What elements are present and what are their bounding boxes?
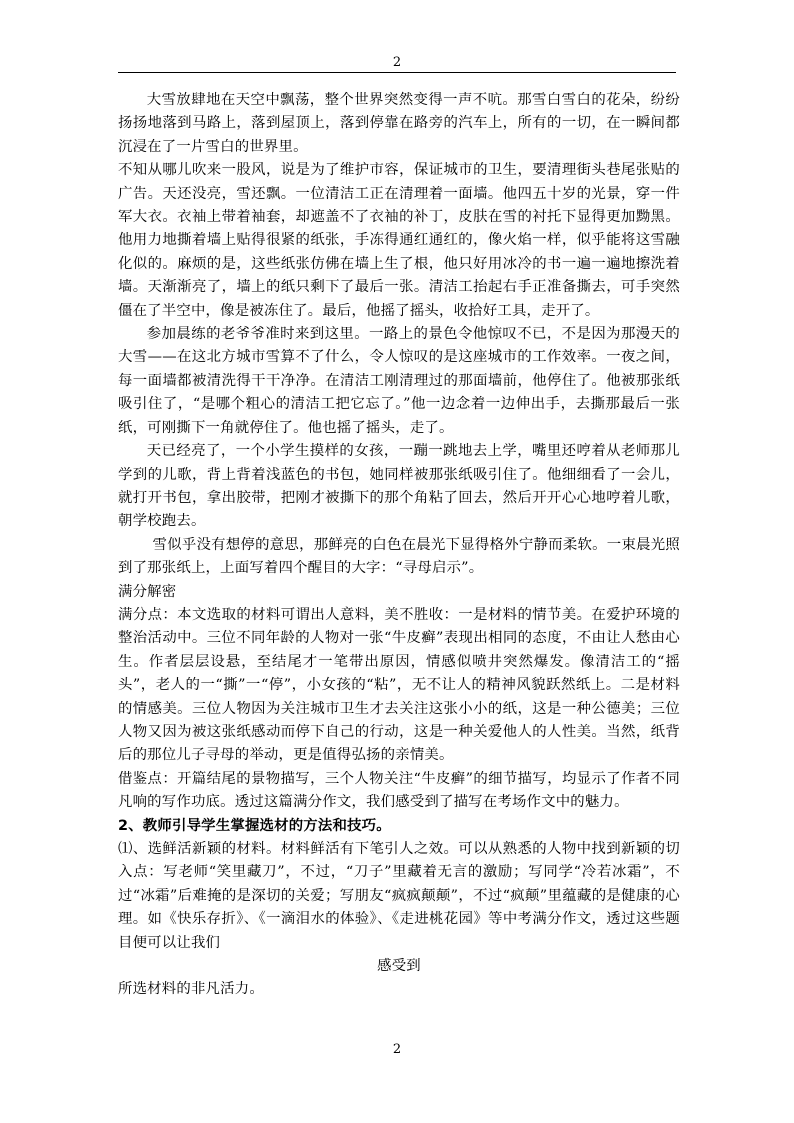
paragraph-cleaner: 不知从哪儿吹来一股风，说是为了维护市容，保证城市的卫生，要清理街头巷尾张贴的广告。天还没亮，雪还飘。一位清洁工正在清理着一面墙。他四五十岁的光景，穿一件军大衣。衣袖上带着袖套，却遮盖不了衣袖的补丁，皮肤在雪的衬托下显得更加黝黑。他用力地撕着墙上贴得很紧的纸张，手冻得通红通红的，像火焰一样，似乎能将这雪融化似的。麻烦的是，这些纸张仿佛在墙上生了根，他只好用冰冷的书一遍一遍地擦洗着墙。天渐渐亮了，墙上的纸只剩下了最后一张。清洁工抬起右手正准备撕去，可手突然僵在了半空中，像是被冻住了。最后，他摇了摇头，收拾好工具，走开了。 [118,162,680,319]
paragraph-grandpa: 参加晨练的老爷爷准时来到这里。一路上的景色令他惊叹不已，不是因为那漫天的大雪——在这北方城市雪算不了什么，令人惊叹的是这座城市的工作效率。一夜之间，每一面墙都被清洗得干干净净。在清洁工刚清理过的那面墙前，他停住了。他被那张纸吸引住了，“是哪个粗心的清洁工把它忘了。”他一边念着一边伸出手，去撕那最后一张纸，可刚撕下一角就停住了。他也摇了摇头，走了。 [118,326,680,436]
paragraph-reference-points: 借鉴点：开篇结尾的景物描写，三个人物关注“牛皮癣”的细节描写，均显示了作者不同凡响的写作功底。透过这篇满分作文，我们感受到了描写在考场作文中的魅力。 [118,770,680,811]
document-body [118,89,680,1002]
section-title-analysis: 满分解密 [118,583,177,600]
header-page-number: 2 [392,55,402,70]
paragraph-material-selection: ⑴、选鲜活新颖的材料。材料鲜活有下笔引人之效。可以从熟悉的人物中找到新颖的切入点：写老师“笑里藏刀”，不过，“刀子”里藏着无言的激励；写同学“冷若冰霜”，不过“冰霜”后难掩的是深切的关爱；写朋友“疯疯颠颠”，不过“疯颠”里蕴藏的是健康的心理。如《快乐存折》、《一滴泪水的体验》、《走进桃花园》等中考满分作文，透过这些题目便可以让我们 [118,841,680,951]
footer-page-number: 2 [392,1042,402,1057]
paragraph-snow-intro: 大雪放肆地在天空中飘荡，整个世界突然变得一声不吭。那雪白雪白的花朵，纷纷扬扬地落到马路上，落到屋顶上，落到停靠在路旁的汽车上，所有的一切，在一瞬间都沉浸在了一片雪白的世界里。 [118,92,680,155]
header-divider [118,72,676,73]
paragraph-girl: 天已经亮了，一个小学生摸样的女孩，一蹦一跳地去上学，嘴里还哼着从老师那儿学到的儿歌，背上背着浅蓝色的书包，她同样被那张纸吸引住了。他细细看了一会儿，就打开书包，拿出胶带，把刚才被撕下的那个角粘了回去，然后开开心心地哼着儿歌，朝学校跑去。 [118,443,680,530]
paragraph-centered-fragment: 感受到 [377,958,421,975]
paragraph-highlights: 满分点：本文选取的材料可谓出人意料，美不胜收：一是材料的情节美。在爱护环境的整治活动中。三位不同年龄的人物对一张“牛皮癣”表现出相同的态度，不由让人愁由心生。作者层层设悬，至结尾才一笔带出原因，情感似喷井突然爆发。像清洁工的“摇头”，老人的一“撕”一“停”，小女孩的“粘”，无不让人的精神风貌跃然纸上。二是材料的情感美。三位人物因为关注城市卫生才去关注这张小小的纸，这是一种公德美；三位人物又因为被这张纸感动而停下自己的行动，这是一种关爱他人的人性美。当然，纸背后的那位儿子寻母的举动，更是值得弘扬的亲情美。 [118,606,680,764]
paragraph-ending: 雪似乎没有想停的意思，那鲜亮的白色在晨光下显得格外宁静而柔软。一束晨光照到了那张纸上，上面写着四个醒目的大字：“寻母启示”。 [118,536,680,577]
paragraph-closing-line: 所选材料的非凡活力。 [118,981,264,998]
section-heading-teacher-guide: 2、教师引导学生掌握选材的方法和技巧。 [118,817,391,834]
